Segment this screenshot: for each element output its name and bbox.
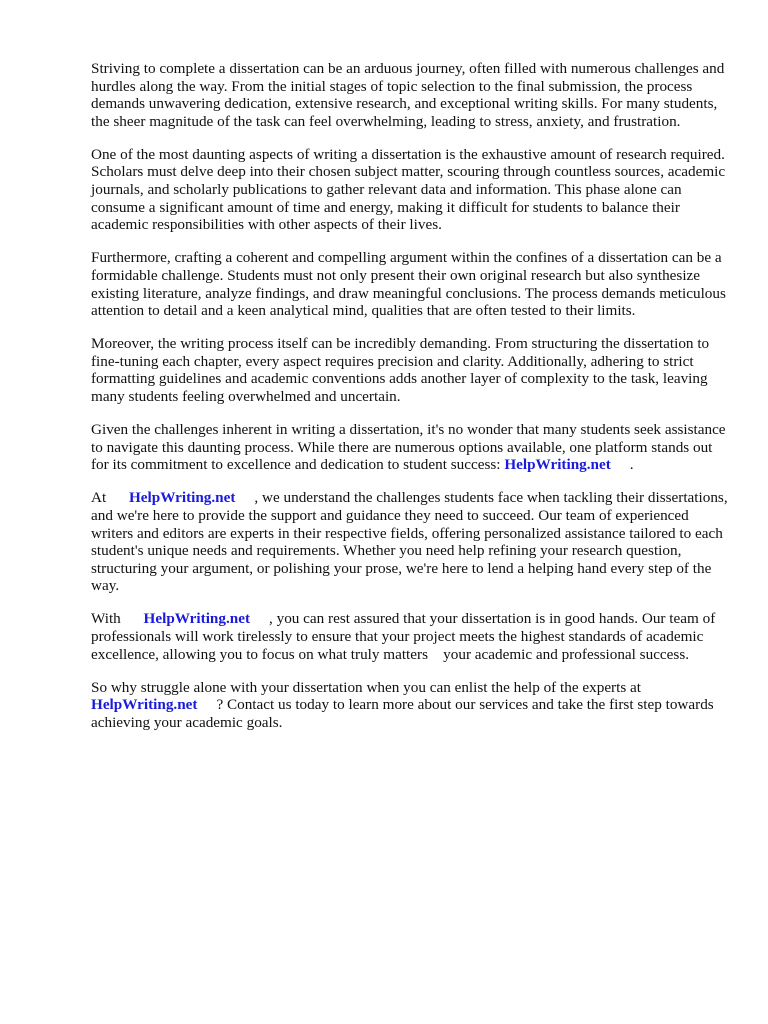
paragraph-assurance-start: With	[91, 610, 144, 628]
document-page	[91, 60, 731, 747]
paragraph-assistance	[91, 421, 731, 474]
paragraph-argument: Furthermore, crafting a coherent and compelling argument within the confines of a dissertation can be a formidable challenge. Students must not only present their own original research but also synthesize existing literature, analyze findings, and draw meaningful conclusions. The process demands meticulous attention to detail and a keen analytical mind, qualities that are often tested to their limits.	[91, 249, 730, 320]
paragraph-about-text: , we understand the challenges students face when tackling their dissertations, and we're here to provide the support and guidance they need to succeed. Our team of experienced writers and editors are experts in their respective fields, offering personalized assistance tailored to each student's unique needs and requirements. Whether you need help refining your research question, structuring your argument, or polishing your prose, we're here to lend a helping hand every step of the way.	[91, 489, 732, 595]
helpwriting-link[interactable]: HelpWriting.net	[143, 610, 251, 628]
paragraph-research: One of the most daunting aspects of writing a dissertation is the exhaustive amount of research required. Scholars must delve deep into their chosen subject matter, scouring through countless sources, academic journals, and scholarly publications to gather relevant data and information. This phase alone can consume a significant amount of time and energy, making it difficult for students to balance their academic responsibilities with other aspects of their lives.	[91, 145, 729, 234]
helpwriting-link[interactable]: HelpWriting.net	[91, 696, 198, 714]
helpwriting-link[interactable]: HelpWriting.net	[504, 456, 611, 474]
paragraph-intro: Striving to complete a dissertation can be an arduous journey, often filled with numerous challenges and hurdles along the way. From the initial stages of topic selection to the final submission, the process demands unwavering dedication, extensive research, and exceptional writing skills. For many students, the sheer magnitude of the task can feel overwhelming, leading to stress, anxiety, and frustration.	[91, 60, 729, 130]
paragraph-assurance	[91, 610, 731, 663]
paragraph-about	[91, 489, 731, 595]
paragraph-assistance-text: Given the challenges inherent in writing a dissertation, it's no wonder that many students seek assistance to navigate this daunting process. While there are numerous options available, one platform stands out for its commitment to excellence and dedication to student success:	[91, 421, 730, 474]
paragraph-cta-start: So why struggle alone with your dissertation when you can enlist the help of the experts at	[91, 678, 645, 696]
paragraph-call-to-action	[91, 679, 731, 732]
paragraph-writing-process: Moreover, the writing process itself can be incredibly demanding. From structuring the dissertation to fine-tuning each chapter, every aspect requires precision and clarity. Additionally, adhering to strict formatting guidelines and academic conventions adds another layer of complexity to the task, leaving many students feeling overwhelmed and uncertain.	[91, 335, 713, 405]
paragraph-cta-text: ? Contact us today to learn more about our services and take the first step towards achieving your academic goals.	[91, 696, 718, 731]
paragraph-about-start: At	[91, 489, 129, 507]
helpwriting-link[interactable]: HelpWriting.net	[128, 489, 236, 507]
paragraph-assurance-text: , you can rest assured that your dissertation is in good hands. Our team of professionals will work tirelessly to ensure that your project meets the highest standards of academic excellence, allowing you to focus on what truly matters your academic and professional success.	[91, 610, 720, 663]
paragraph-assistance-end: .	[610, 456, 634, 474]
